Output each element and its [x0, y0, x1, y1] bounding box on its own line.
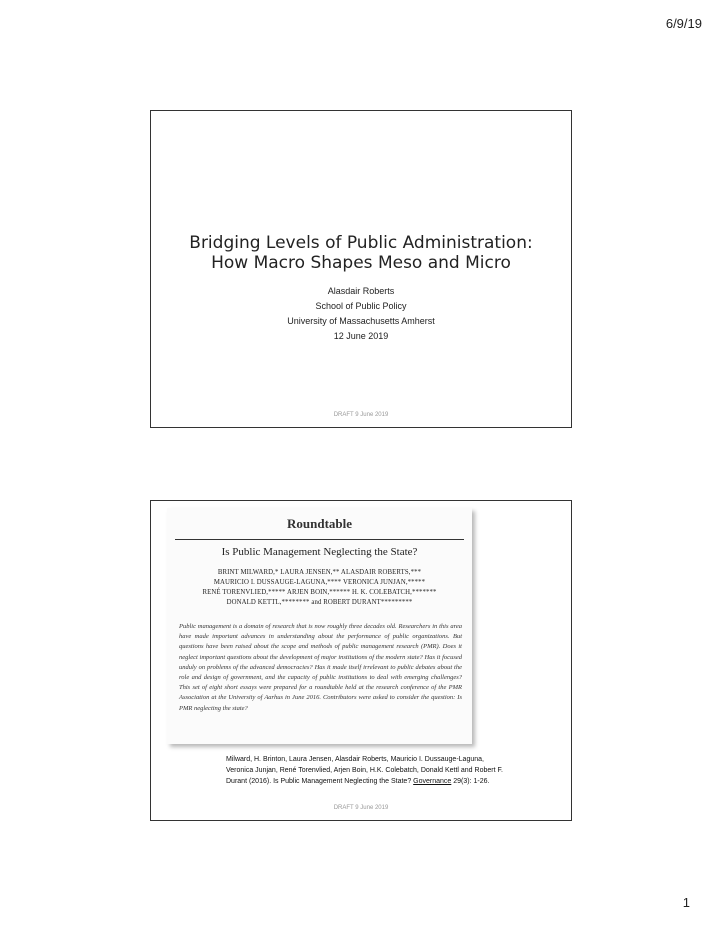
page-number: 1 [682, 895, 690, 910]
citation-line-2: Veronica Junjan, René Torenvlied, Arjen Boin, H.K. Colebatch, Donald Kettl and Robert F. [226, 767, 503, 774]
slide-title [150, 110, 572, 428]
author-line: RENÉ TORENVLIED,***** ARJEN BOIN,****** H. K. COLEBATCH,******* [202, 589, 437, 596]
article-excerpt-image [167, 508, 472, 744]
slide-author-block [151, 284, 571, 344]
article-heading: Roundtable [286, 516, 353, 531]
page-date: 6/9/19 [665, 16, 702, 31]
article-title: Is Public Management Neglecting the State? [221, 546, 418, 558]
author-school: School of Public Policy [315, 301, 407, 311]
citation-issue: 29(3): 1-26. [451, 778, 490, 785]
slide-roundtable [150, 500, 572, 821]
draft-footer: DRAFT 9 June 2019 [333, 805, 389, 811]
author-line: BRINT MILWARD,* LAURA JENSEN,** ALASDAIR ROBERTS,*** [217, 569, 422, 576]
citation [226, 754, 566, 787]
draft-footer: DRAFT 9 June 2019 [333, 412, 389, 418]
author-university: University of Massachusetts Amherst [287, 316, 435, 326]
title-line-1: Bridging Levels of Public Administration: [189, 233, 533, 253]
author-name: Alasdair Roberts [327, 286, 395, 296]
citation-line-3 [226, 776, 566, 787]
slide-title-heading [151, 233, 571, 273]
article-authors [171, 568, 468, 608]
citation-line-1: Milward, H. Brinton, Laura Jensen, Alasdair Roberts, Mauricio I. Dussauge-Laguna, [226, 756, 484, 763]
author-line: MAURICIO I. DUSSAUGE-LAGUNA,**** VERONICA JUNJAN,***** [213, 579, 426, 586]
citation-text: Durant (2016). Is Public Management Neglecting the State? [226, 778, 414, 785]
author-line: DONALD KETTL,******** and ROBERT DURANT********* [226, 599, 413, 606]
article-abstract: Public management is a domain of research that is now roughly three decades old. Researchers in this area have made important advances in understanding about the performance of public organizations. But questions have been raised about the scope and methods of public management research (PMR). Does it neglect important questions about the development of major institutions of the modern state? Has it focused unduly on problems of the advanced democracies? Has it made itself irrelevant to public debates about the role and design of government, and the capacity of public institutions to deal with emerging challenges? This set of eight short essays were prepared for a roundtable held at the research conference of the PMR Association at the University of Aarhus in June 2016. Contributors were asked to consider the question: Is PMR neglecting the state? [179, 623, 462, 712]
title-line-2: How Macro Shapes Meso and Micro [211, 253, 511, 273]
presentation-date: 12 June 2019 [333, 331, 389, 341]
article-rule [175, 539, 464, 540]
citation-journal: Governance [413, 778, 452, 785]
